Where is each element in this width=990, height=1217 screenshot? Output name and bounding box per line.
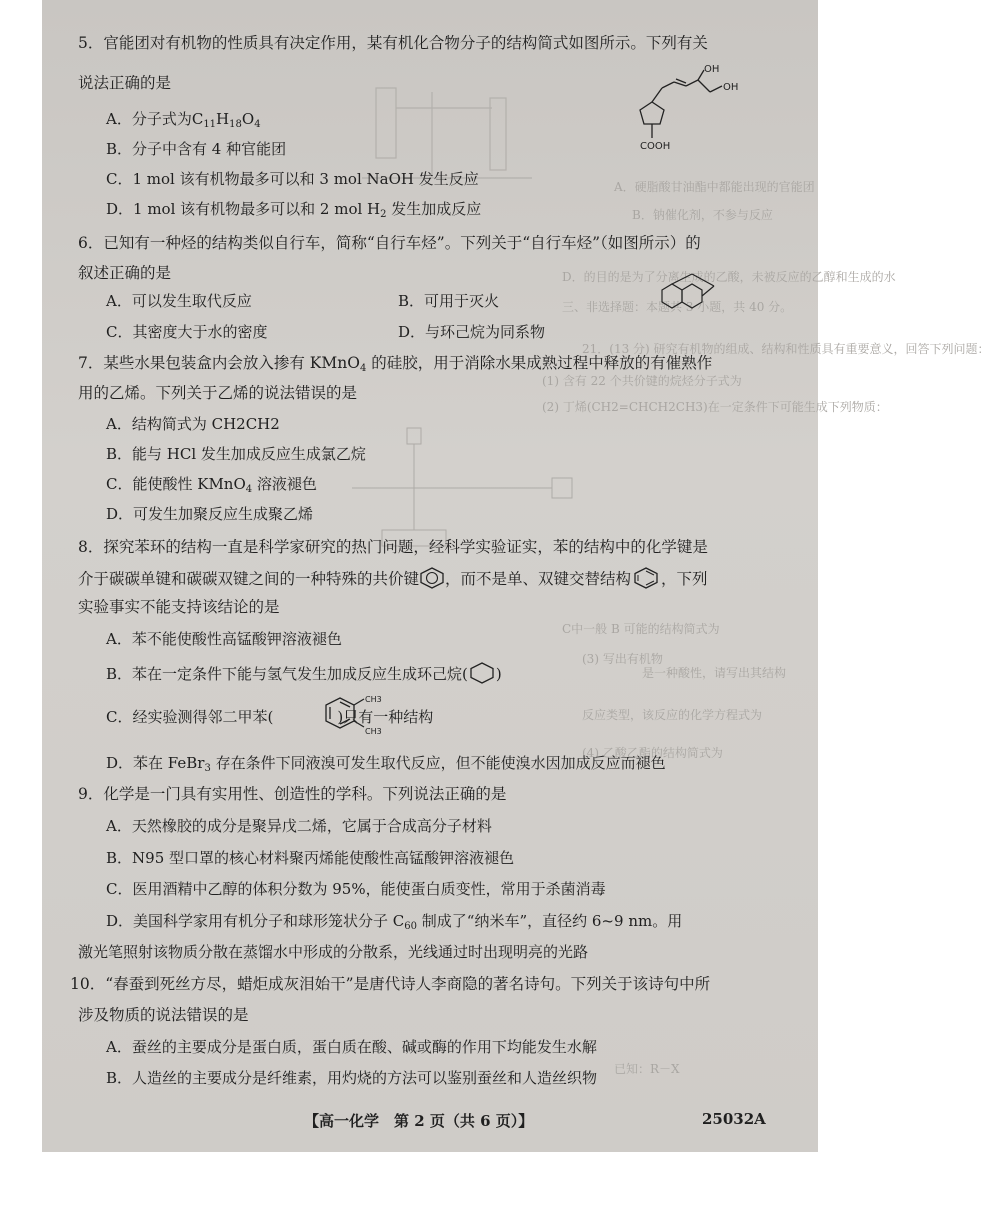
q9-option-d-line1: D．美国科学家用有机分子和球形笼状分子 $C_{60}$ 制成了“纳米车”，直径约 6~9 nm。用 (106, 912, 683, 932)
q5-structure-figure (612, 62, 752, 162)
q9-option-c: C．医用酒精中乙醇的体积分数为 95%，能使蛋白质变性，常用于杀菌消毒 (106, 880, 606, 898)
q8-option-a: A．苯不能使酸性高锰酸钾溶液褪色 (106, 630, 342, 648)
q5-oh-label-1: OH (704, 64, 720, 75)
q5-option-c: C．1 mol 该有机物最多可以和 3 mol NaOH 发生反应 (106, 170, 479, 188)
o-xylene-figure (318, 692, 388, 742)
q5-option-a: A．分子式为$C_{11}H_{18}O_4$ (106, 110, 261, 130)
q8-stem-line1: 8．探究苯环的结构一直是科学家研究的热门问题，经科学实验证实，苯的结构中的化学键是 (78, 538, 708, 556)
exam-page (42, 0, 990, 1152)
exam-code: 25032A (702, 1110, 766, 1128)
q6-option-b: B．可用于灭火 (398, 292, 500, 310)
q5-option-d: D．1 mol 该有机物最多可以和 2 mol $H_2$ 发生加成反应 (106, 200, 482, 220)
q7-stem-line2: 用的乙烯。下列关于乙烯的说法错误的是 (78, 384, 358, 402)
bleed-text: D．的目的是为了分离生成的乙酸，未被反应的乙醇和生成的水 (562, 270, 896, 284)
q9-stem: 9．化学是一门具有实用性、创造性的学科。下列说法正确的是 (78, 785, 507, 803)
ch3-label-top: CH3 (365, 695, 382, 704)
bleed-text: A．硬脂酸甘油酯中都能出现的官能团 (614, 180, 815, 194)
q6-stem-line2: 叙述正确的是 (78, 264, 172, 282)
q10-stem-line1: 10．“春蚕到死丝方尽，蜡炬成灰泪始干”是唐代诗人李商隐的著名诗句。下列关于该诗句中所 (70, 975, 711, 993)
q9-option-b: B．N95 型口罩的核心材料聚丙烯能使酸性高锰酸钾溶液褪色 (106, 849, 515, 867)
q9-option-a: A．天然橡胶的成分是聚异戊二烯，它属于合成高分子材料 (106, 817, 492, 835)
q7-option-b: B．能与 HCl 发生加成反应生成氯乙烷 (106, 445, 366, 463)
q6-stem-line1: 6．已知有一种烃的结构类似自行车，简称“自行车烃”。下列关于“自行车烃”（如图所示）的 (78, 234, 701, 252)
bleed-text: (1) 含有 22 个共价键的烷烃分子式为 (542, 374, 742, 388)
q7-option-c: C．能使酸性 KMnO$_4$ 溶液褪色 (106, 475, 317, 495)
q6-option-a: A．可以发生取代反应 (106, 292, 252, 310)
bleed-text: (3) 写出有机物 (582, 652, 663, 666)
q7-stem-line1: 7．某些水果包装盒内会放入掺有 KMnO$_4$ 的硅胶，用于消除水果成熟过程中释放的有催熟作 (78, 354, 713, 374)
bleed-text: 已知：R－X (614, 1062, 680, 1076)
q10-option-b: B．人造丝的主要成分是纤维素，用灼烧的方法可以鉴别蚕丝和人造丝织物 (106, 1069, 598, 1087)
bleed-text: 三、非选择题：本题共 3 小题，共 40 分。 (562, 300, 793, 314)
bleed-flow-diagram (352, 420, 582, 550)
ch3-label-bottom: CH3 (365, 727, 382, 736)
q5-stem-line1: 5．官能团对有机物的性质具有决定作用，某有机化合物分子的结构简式如图所示。下列有关 (78, 34, 708, 52)
q8-option-d: D．苯在 FeBr$_3$ 存在条件下同液溴可发生取代反应，但不能使溴水因加成反应而褪色 (106, 754, 666, 774)
q6-option-d: D．与环己烷为同系物 (398, 323, 546, 341)
bleed-text: 是一种酸性，请写出其结构 (642, 666, 787, 680)
q5-cooh-label: COOH (640, 141, 671, 152)
q7-option-d: D．可发生加聚反应生成聚乙烯 (106, 505, 314, 523)
q6-option-c: C．其密度大于水的密度 (106, 323, 268, 341)
bleed-text: 反应类型，该反应的化学方程式为 (582, 708, 763, 722)
q10-option-a: A．蚕丝的主要成分是蛋白质，蛋白质在酸、碱或酶的作用下均能发生水解 (106, 1038, 597, 1056)
q8-option-b: B．苯在一定条件下能与氢气发生加成反应生成环己烷( ) (106, 662, 502, 684)
benzene-kekule-icon (631, 567, 661, 589)
q8-option-c: C．经实验测得邻二甲苯( )只有一种结构 (106, 708, 434, 726)
q5-stem-line2: 说法正确的是 (78, 74, 172, 92)
page-footer: 【高一化学 第 2 页（共 6 页）】 (304, 1112, 534, 1130)
q8-stem-line2: 介于碳碳单键和碳碳双键之间的一种特殊的共价键 ，而不是单、双键交替结构 ，下列 (78, 567, 708, 589)
bleed-text: C中一般 B 可能的结构简式为 (562, 622, 720, 636)
q10-stem-line2: 涉及物质的说法错误的是 (78, 1006, 249, 1024)
cyclohexane-icon (468, 662, 496, 684)
q6-bicycle-hydrocarbon-figure (652, 266, 732, 326)
q5-oh-label-2: OH (723, 82, 739, 93)
bleed-text: (4) 乙酸乙酯的结构简式为 (582, 746, 723, 760)
q9-option-d-line2: 激光笔照射该物质分散在蒸馏水中形成的分散系，光线通过时出现明亮的光路 (78, 943, 589, 961)
benzene-delocalized-icon (419, 567, 445, 589)
q8-stem-line3: 实验事实不能支持该结论的是 (78, 598, 280, 616)
q7-option-a: A．结构简式为 CH2CH2 (106, 415, 280, 433)
bleed-text: (2) 丁烯(CH2=CHCH2CH3)在一定条件下可能生成下列物质： (542, 400, 888, 414)
q5-option-b: B．分子中含有 4 种官能团 (106, 140, 287, 158)
bleed-text: B．钠催化剂，不参与反应 (632, 208, 773, 222)
bleed-text: 21．(13 分) 研究有机物的组成、结构和性质具有重要意义，回答下列问题： (582, 342, 990, 356)
